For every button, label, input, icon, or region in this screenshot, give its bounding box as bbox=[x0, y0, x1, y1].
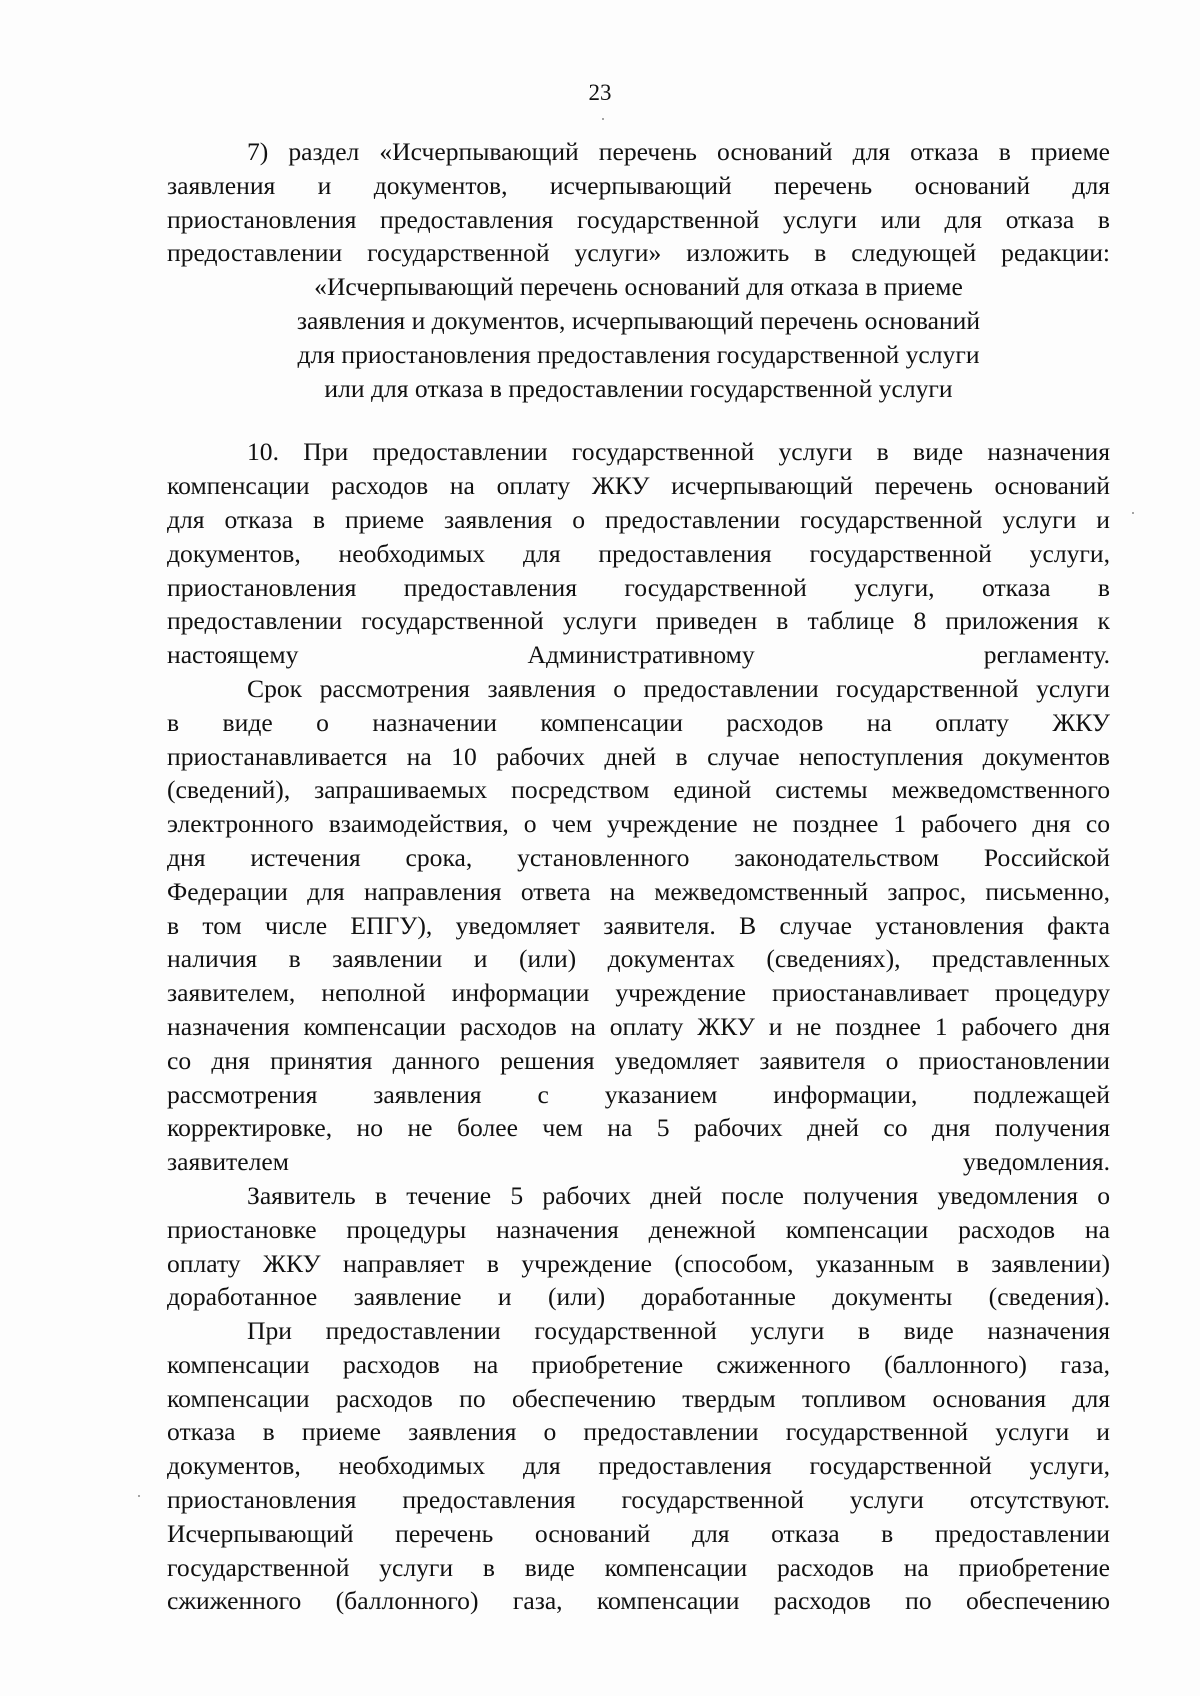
text-line: рассмотрения заявления с указанием информации, подлежащей bbox=[167, 1079, 1110, 1109]
text-line: настоящему Административному регламенту. bbox=[167, 640, 1110, 670]
text-line: дня истечения срока, установленного законодательством Российской bbox=[167, 842, 1110, 872]
text-line: заявителем уведомления. bbox=[167, 1147, 1110, 1177]
text-line: документов, необходимых для предоставления государственной услуги, bbox=[167, 538, 1110, 568]
heading-line: или для отказа в предоставлении государственной услуги bbox=[324, 373, 953, 403]
text-line: приостановления предоставления государственной услуги, отказа в bbox=[167, 572, 1110, 602]
text-line: государственной услуги в виде компенсации расходов на приобретение bbox=[167, 1552, 1110, 1582]
intro-paragraph bbox=[167, 135, 1110, 270]
text-line: заявителем, неполной информации учреждение приостанавливает процедуру bbox=[167, 978, 1110, 1008]
text-line: в том числе ЕПГУ), уведомляет заявителя. В случае установления факта bbox=[167, 910, 1110, 940]
document-body bbox=[167, 135, 1110, 1618]
heading-line: заявления и документов, исчерпывающий перечень оснований bbox=[296, 305, 981, 335]
text-line: предоставлении государственной услуги приведен в таблице 8 приложения к bbox=[167, 606, 1110, 636]
paragraph-10 bbox=[167, 435, 1110, 672]
text-line: в виде о назначении компенсации расходов на оплату ЖКУ bbox=[167, 707, 1110, 737]
text-line: предоставлении государственной услуги» изложить в следующей редакции: bbox=[167, 238, 1110, 268]
text-line: 7) раздел «Исчерпывающий перечень оснований для отказа в приеме bbox=[247, 137, 1110, 166]
scan-speck bbox=[1132, 512, 1134, 514]
text-line: 10. При предоставлении государственной услуги в виде назначения bbox=[247, 437, 1110, 467]
text-line: наличия в заявлении и (или) документах (сведениях), представленных bbox=[167, 944, 1110, 974]
text-line: документов, необходимых для предоставления государственной услуги, bbox=[167, 1451, 1110, 1481]
text-line: Заявитель в течение 5 рабочих дней после получения уведомления о bbox=[247, 1180, 1110, 1210]
text-line: приостановке процедуры назначения денежной компенсации расходов на bbox=[167, 1214, 1110, 1244]
text-line: приостанавливается на 10 рабочих дней в случае непоступления документов bbox=[167, 741, 1110, 771]
section-heading bbox=[167, 270, 1110, 405]
text-line: отказа в приеме заявления о предоставлении государственной услуги и bbox=[167, 1417, 1110, 1447]
text-line: заявления и документов, исчерпывающий перечень оснований для bbox=[167, 170, 1110, 200]
heading-line: «Исчерпывающий перечень оснований для отказа в приеме bbox=[314, 272, 963, 302]
text-line: Исчерпывающий перечень оснований для отказа в предоставлении bbox=[167, 1518, 1110, 1548]
scan-speck bbox=[602, 118, 604, 120]
text-line: При предоставлении государственной услуги в виде назначения bbox=[247, 1316, 1110, 1346]
text-line: (сведений), запрашиваемых посредством единой системы межведомственного bbox=[167, 775, 1110, 805]
paragraph-gas-fuel bbox=[167, 1314, 1110, 1618]
text-line: электронного взаимодействия, о чем учреждение не позднее 1 рабочего дня со bbox=[167, 809, 1110, 839]
text-line: назначения компенсации расходов на оплату ЖКУ и не позднее 1 рабочего дня bbox=[167, 1011, 1110, 1041]
text-line: компенсации расходов на оплату ЖКУ исчерпывающий перечень оснований bbox=[167, 471, 1110, 501]
text-line: корректировке, но не более чем на 5 рабочих дней со дня получения bbox=[167, 1113, 1110, 1143]
paragraph-applicant bbox=[167, 1179, 1110, 1314]
page-number: 23 bbox=[588, 80, 612, 105]
text-line: сжиженного (баллонного) газа, компенсации расходов по обеспечению bbox=[167, 1586, 1110, 1616]
text-line: для отказа в приеме заявления о предоставлении государственной услуги и bbox=[167, 504, 1110, 534]
text-line: Федерации для направления ответа на межведомственный запрос, письменно, bbox=[167, 876, 1110, 906]
heading-line: для приостановления предоставления государственной услуги bbox=[297, 339, 980, 369]
text-line: Срок рассмотрения заявления о предоставлении государственной услуги bbox=[247, 673, 1110, 703]
paragraph-review-period bbox=[167, 672, 1110, 1179]
text-line: компенсации расходов по обеспечению твердым топливом основания для bbox=[167, 1383, 1110, 1413]
scan-speck bbox=[138, 1495, 140, 1497]
text-line: оплату ЖКУ направляет в учреждение (способом, указанным в заявлении) bbox=[167, 1248, 1110, 1278]
text-line: доработанное заявление и (или) доработанные документы (сведения). bbox=[167, 1282, 1110, 1312]
text-line: приостановления предоставления государственной услуги или для отказа в bbox=[167, 204, 1110, 234]
text-line: со дня принятия данного решения уведомляет заявителя о приостановлении bbox=[167, 1045, 1110, 1075]
text-line: компенсации расходов на приобретение сжиженного (баллонного) газа, bbox=[167, 1349, 1110, 1379]
text-line: приостановления предоставления государственной услуги отсутствуют. bbox=[167, 1485, 1110, 1515]
